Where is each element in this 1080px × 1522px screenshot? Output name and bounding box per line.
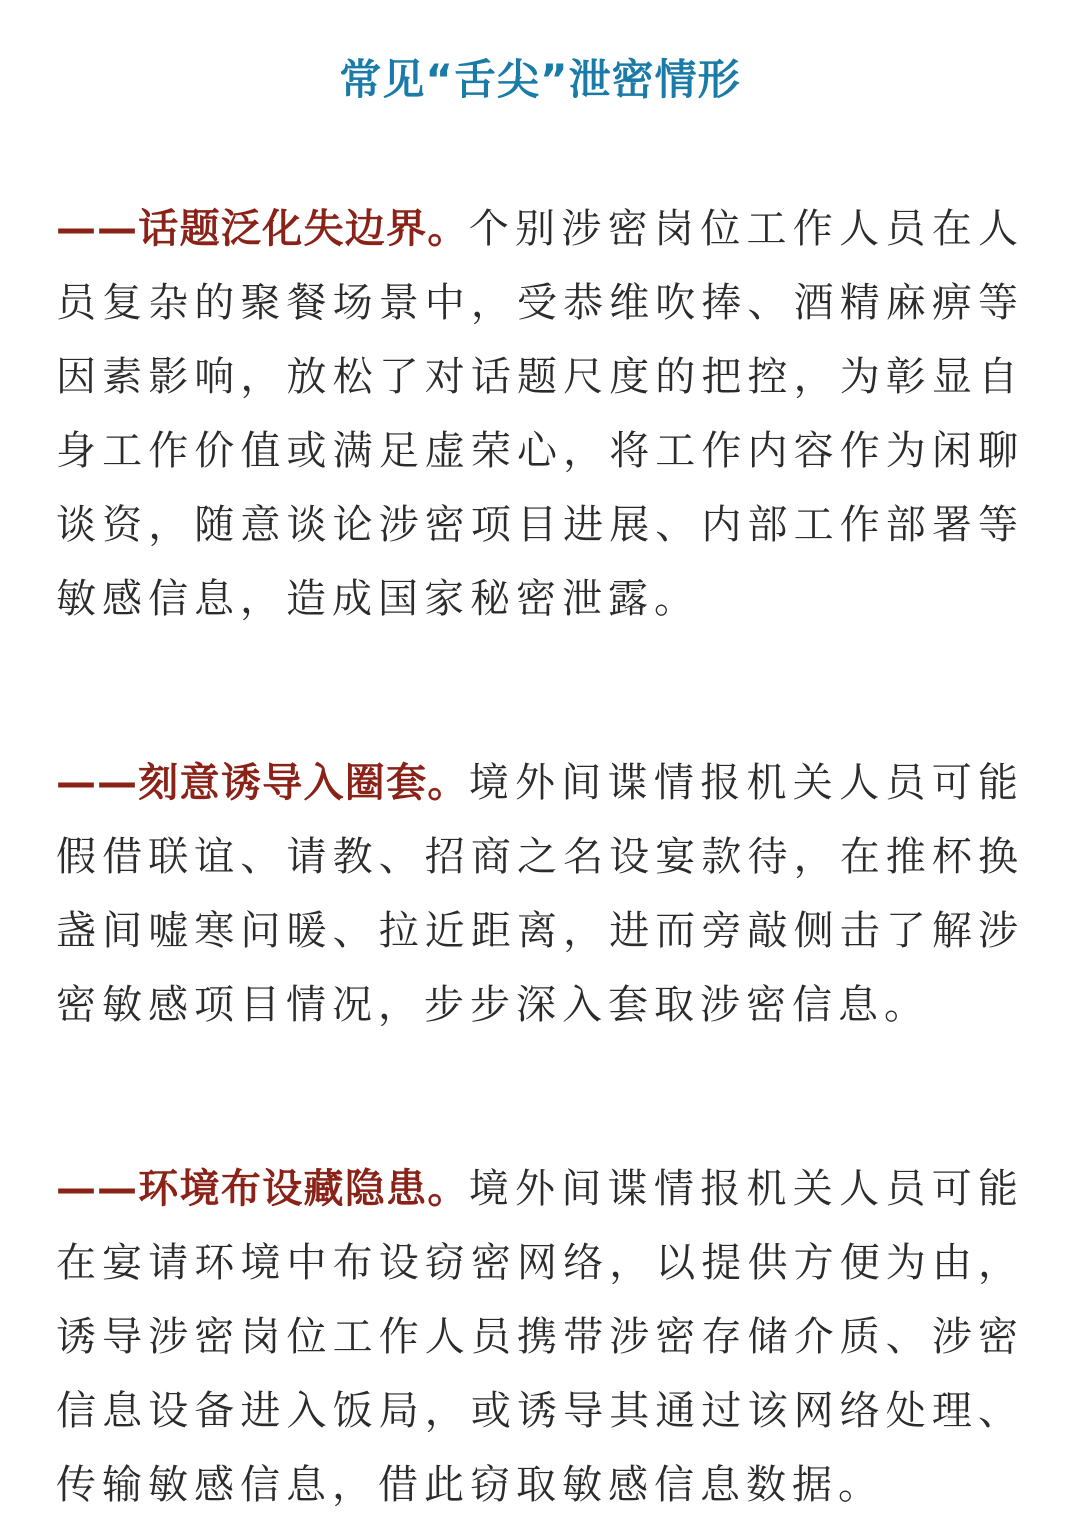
paragraph-deliberate-inducement (56, 746, 1024, 1042)
paragraph-heading: ——话题泛化失边界。 (56, 206, 469, 252)
paragraph-heading: ——刻意诱导入圈套。 (56, 760, 469, 806)
paragraph-heading: ——环境布设藏隐患。 (56, 1166, 469, 1212)
paragraph-text: 境外间谍情报机关人员可能在宴请环境中布设窃密网络，以提供方便为由，诱导涉密岗位工作人员携带涉密存储介质、涉密信息设备进入饭局，或诱导其通过该网络处理、传输敏感信息，借此窃取敏感信息数据。 (56, 1166, 1025, 1508)
article-body (56, 192, 1024, 1522)
paragraph-text: 境外间谍情报机关人员可能假借联谊、请教、招商之名设宴款待，在推杯换盏间嘘寒问暖、拉近距离，进而旁敲侧击了解涉密敏感项目情况，步步深入套取涉密信息。 (56, 760, 1025, 1028)
page-title: 常见“舌尖”泄密情形 (339, 55, 741, 104)
paragraph-topic-boundary (56, 192, 1024, 636)
paragraph-text: 个别涉密岗位工作人员在人员复杂的聚餐场景中，受恭维吹捧、酒精麻痹等因素影响，放松了对话题尺度的把控，为彰显自身工作价值或满足虚荣心，将工作内容作为闲聊谈资，随意谈论涉密项目进展、内部工作部署等敏感信息，造成国家秘密泄露。 (56, 206, 1025, 622)
paragraph-environment-hazard (56, 1152, 1024, 1522)
